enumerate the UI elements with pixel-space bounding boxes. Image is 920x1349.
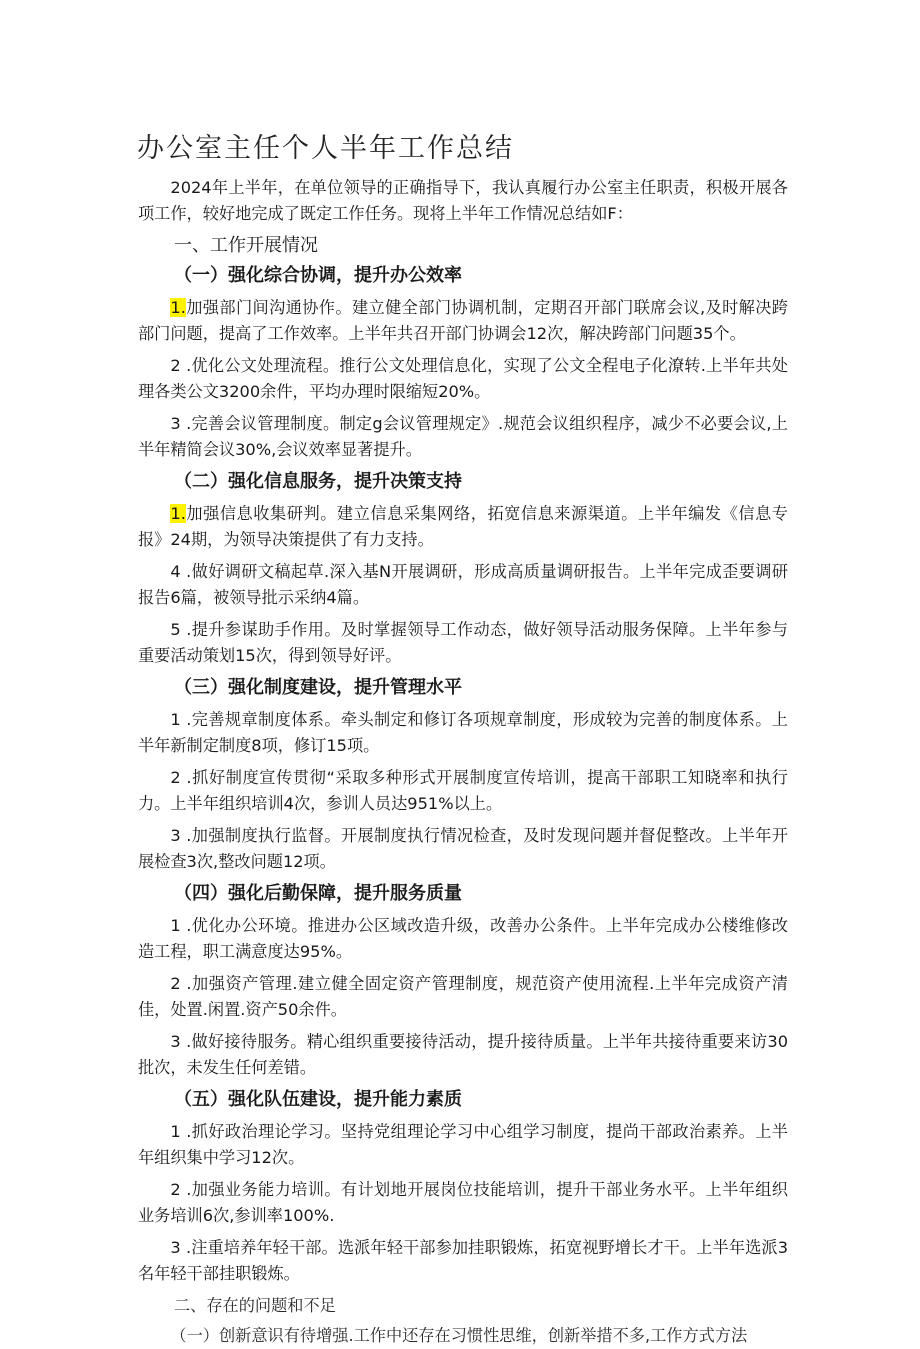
document-body bbox=[138, 175, 788, 1349]
section-heading-problems: 二、存在的问题和不足 bbox=[174, 1296, 336, 1315]
intro-paragraph: 2024年上半年，在单位领导的正确指导下，我认真履行办公室主任职责，积极开展各项工作，较好地完成了既定工作任务。现将上半年工作情况总结如F： bbox=[138, 178, 788, 223]
paragraph-text: 加强信息收集研判。建立信息采集网络，拓宽信息来源渠道。上半年编发《信息专报》24期，为领导决策提供了有力支持。 bbox=[138, 504, 788, 549]
paragraph-coordination-3: 3 .完善会议管理制度。制定g会议管理规定》.规范会议组织程序，减少不必要会议,上半年精简会议30%,会议效率显著提升。 bbox=[138, 414, 788, 459]
paragraph-coordination-1 bbox=[138, 295, 788, 347]
paragraph-problems-1: （一）创新意识有待增强.工作中还存在习惯性思维，创新举措不多,工作方式方法 bbox=[170, 1326, 748, 1345]
subsection-heading-coordination: （一）强化综合协调，提升办公效率 bbox=[174, 265, 462, 286]
subsection-heading-institutions: （三）强化制度建设，提升管理水平 bbox=[174, 677, 462, 698]
subsection-heading-logistics: （四）强化后勤保障，提升服务质量 bbox=[174, 883, 462, 904]
document-title: 办公室主任个人半年工作总结 bbox=[137, 133, 514, 164]
section-heading-work: 一、工作开展情况 bbox=[174, 235, 318, 256]
highlighted-item-number: 1. bbox=[170, 298, 186, 317]
subsection-heading-team: （五）强化队伍建设，提升能力素质 bbox=[174, 1089, 462, 1110]
paragraph-logistics-2: 2 .加强资产管理.建立健全固定资产管理制度，规范资产使用流程.上半年完成资产清佳，处置.闲置.资产50余件。 bbox=[138, 974, 788, 1019]
subsection-heading-information: （二）强化信息服务，提升决策支持 bbox=[174, 471, 462, 492]
paragraph-team-3: 3 .注重培养年轻干部。选派年轻干部参加挂职锻炼，拓宽视野增长才干。上半年选派3名年轻干部挂职锻炼。 bbox=[138, 1238, 788, 1283]
paragraph-information-2: 4 .做好调研文稿起草.深入基N开展调研，形成高质量调研报告。上半年完成歪要调研报告6篇，被领导批示采纳4篇。 bbox=[138, 562, 788, 607]
paragraph-team-2: 2 .加强业务能力培训。有计划地开展岗位技能培训，提升干部业务水平。上半年组织业务培训6次,参训率100%. bbox=[138, 1180, 788, 1225]
paragraph-institutions-1: 1 .完善规章制度体系。牵头制定和修订各项规章制度，形成较为完善的制度体系。上半年新制定制度8项，修订15项。 bbox=[138, 710, 788, 755]
paragraph-information-3: 5 .提升参谋助手作用。及时掌握领导工作动态，做好领导活动服务保障。上半年参与重要活动策划15次，得到领导好评。 bbox=[138, 620, 788, 665]
highlighted-item-number: 1. bbox=[170, 504, 186, 523]
paragraph-team-1: 1 .抓好政治理论学习。坚持党组理论学习中心组学习制度，提尚干部政治素养。上半年组织集中学习12次。 bbox=[138, 1122, 788, 1167]
paragraph-text: 加强部门间沟通协作。建立健全部门协调机制，定期召开部门联席会议,及时解决跨部门问题，提高了工作效率。上半年共召开部门协调会12次，解决跨部门问题35个。 bbox=[138, 298, 788, 343]
paragraph-institutions-3: 3 .加强制度执行监督。开展制度执行情况检查，及时发现问题并督促整改。上半年开展检查3次,整改问题12项。 bbox=[138, 826, 788, 871]
paragraph-coordination-2: 2 .优化公文处理流程。推行公文处理信息化，实现了公文全程电子化潦转.上半年共处理各类公文3200余件，平均办理时限缩短20%。 bbox=[138, 356, 788, 401]
paragraph-logistics-1: 1 .优化办公环境。推进办公区域改造升级，改善办公条件。上半年完成办公楼维修改造工程，职工满意度达95%。 bbox=[138, 916, 788, 961]
paragraph-logistics-3: 3 .做好接待服务。精心组织重要接待活动，提升接待质量。上半年共接待重要来访30批次，未发生任何差错。 bbox=[138, 1032, 788, 1077]
paragraph-information-1 bbox=[138, 501, 788, 553]
paragraph-institutions-2: 2 .抓好制度宣传贯彻“采取多种形式开展制度宣传培训，提高干部职工知晓率和执行力。上半年组织培训4次，参训人员达951%以上。 bbox=[138, 768, 788, 813]
